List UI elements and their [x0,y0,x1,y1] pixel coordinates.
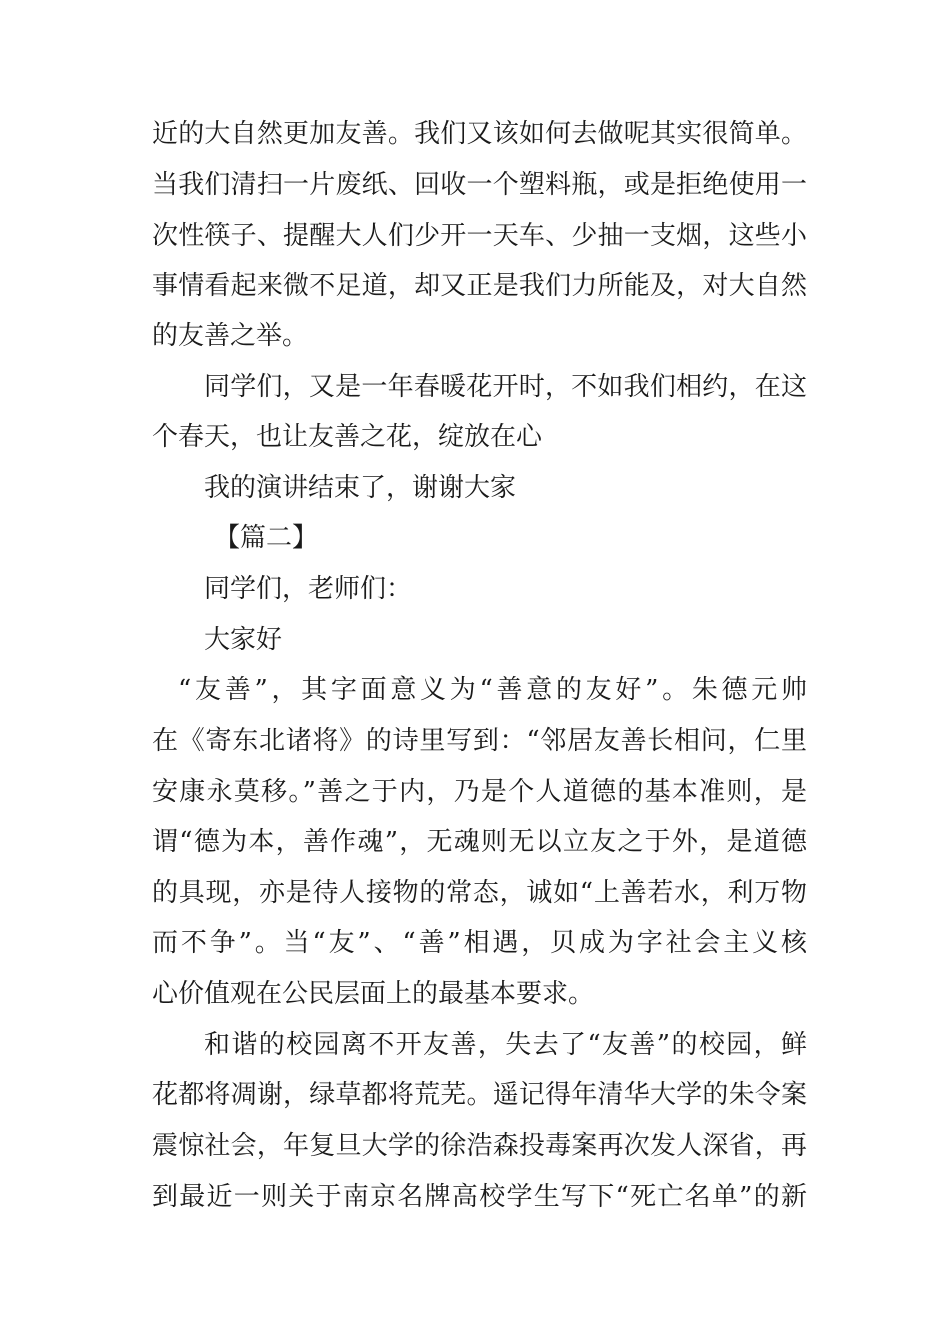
paragraph-line: 而不争”。当“友”、“善”相遇，贝成为字社会主义核 [152,928,807,958]
salutation-line: 同学们，老师们： [204,574,413,604]
paragraph-line: 震惊社会，年复旦大学的徐浩森投毒案再次发人深省，再 [152,1131,807,1161]
paragraph-line: 当我们清扫一片废纸、回收一个塑料瓶，或是拒绝使用一 [152,170,807,200]
paragraph-line: 同学们，又是一年春暖花开时，不如我们相约，在这 [204,372,807,402]
paragraph-line: 的具现，亦是待人接物的常态，诚如“上善若水，利万物 [152,878,807,908]
paragraph-line: 个春天，也让友善之花，绽放在心 [152,422,543,452]
paragraph-line: 安康永莫移。”善之于内，乃是个人道德的基本准则，是 [152,777,807,807]
paragraph-line: 次性筷子、提醒大人们少开一天车、少抽一支烟，这些小 [152,221,807,251]
paragraph-line: 到最近一则关于南京名牌高校学生写下“死亡名单”的新 [152,1182,807,1212]
section-heading: 【篇二】 [214,523,319,553]
paragraph-line: 的友善之举。 [152,321,309,351]
paragraph-line: 和谐的校园离不开友善，失去了“友善”的校园，鲜 [204,1030,807,1060]
paragraph-line: 花都将凋谢，绿草都将荒芜。遥记得年清华大学的朱令案 [152,1080,807,1110]
closing-line: 我的演讲结束了，谢谢大家 [204,473,517,503]
paragraph-line: 近的大自然更加友善。我们又该如何去做呢其实很简单。 [152,119,807,149]
paragraph-line: 谓“德为本，善作魂”，无魂则无以立友之于外，是道德 [152,827,807,857]
greeting-line: 大家好 [204,625,283,655]
paragraph-line: 事情看起来微不足道，却又正是我们力所能及，对大自然 [152,271,807,301]
paragraph-line: “友善”，其字面意义为“善意的友好”。朱德元帅 [178,675,807,705]
paragraph-line: 心价值观在公民层面上的最基本要求。 [152,979,595,1009]
paragraph-line: 在《寄东北诸将》的诗里写到：“邻居友善长相问，仁里 [152,726,807,756]
